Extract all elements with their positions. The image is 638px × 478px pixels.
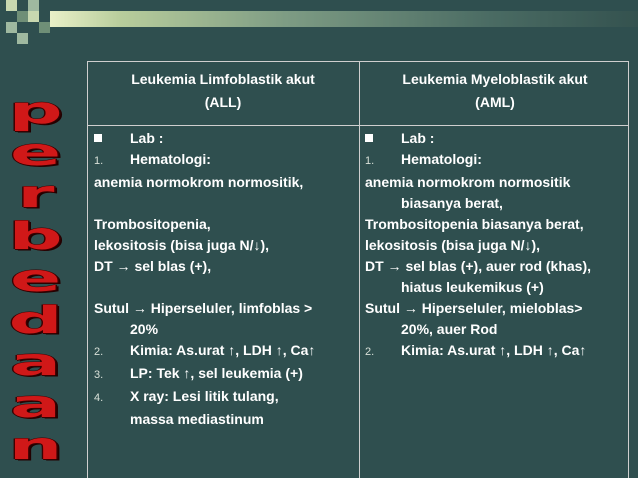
text-line: Trombositopenia, [94, 216, 211, 232]
text-line: Sutul → Hiperseluler, mieloblas> [365, 300, 583, 316]
list-number: 4. [94, 392, 104, 404]
cell-aml [365, 128, 627, 363]
list-text: Kimia: As.urat ↑, LDH ↑, Ca↑ [130, 342, 316, 358]
text-line: biasanya berat, [401, 195, 503, 211]
side-title-letter: a [10, 341, 62, 385]
square-bullet-icon [365, 128, 401, 149]
lab-label: Lab : [401, 130, 435, 146]
side-title-letter: n [9, 425, 63, 469]
header-aml-title: Leukemia Myeloblastik akut [402, 71, 588, 87]
header-all-abbr: (ALL) [204, 94, 242, 110]
list-number: 2. [94, 346, 104, 358]
decor-tile [17, 11, 28, 22]
decor-tile [6, 22, 17, 33]
decor-tile [28, 11, 39, 22]
list-text: Hematologi: [130, 151, 211, 167]
text-line: 20%, auer Rod [401, 321, 498, 337]
list-item [94, 386, 356, 409]
list-item [94, 149, 356, 172]
cell-all [94, 128, 356, 430]
header-aml-abbr: (AML) [475, 94, 515, 110]
header-gradient-bar [50, 11, 638, 27]
square-bullet-icon [94, 128, 130, 149]
text-line: Sutul → Hiperseluler, limfoblas > [94, 300, 313, 316]
list-item [94, 363, 356, 386]
text-line: DT → sel blas (+), [94, 258, 212, 274]
text-line: 20% [130, 321, 159, 337]
list-text: LP: Tek ↑, sel leukemia (+) [130, 365, 303, 381]
text-line: lekositosis (bisa juga N/↓), [365, 237, 541, 253]
side-title-letter: a [10, 383, 62, 427]
side-title-letter: p [8, 89, 63, 133]
decor-tile [28, 0, 39, 11]
list-item [365, 340, 627, 363]
header-all [88, 68, 358, 114]
lab-item [365, 128, 627, 149]
text-line: DT → sel blas (+), auer rod (khas), [365, 258, 592, 274]
text-line: Trombositopenia biasanya berat, [365, 216, 584, 232]
lab-item [94, 128, 356, 149]
list-number: 3. [94, 369, 104, 381]
list-text: Kimia: As.urat ↑, LDH ↑, Ca↑ [401, 342, 587, 358]
header-aml [360, 68, 630, 114]
side-title [0, 89, 72, 469]
side-title-letter: e [10, 257, 62, 301]
list-number: 2. [365, 346, 375, 358]
decor-tile [17, 33, 28, 44]
list-text: X ray: Lesi litik tulang, [130, 388, 279, 404]
decor-tile [39, 22, 50, 33]
header-all-title: Leukemia Limfoblastik akut [131, 71, 315, 87]
list-number: 1. [94, 155, 104, 167]
list-item [365, 149, 627, 172]
side-title-letter: r [17, 173, 55, 217]
text-line: massa mediastinum [130, 411, 264, 427]
side-title-letter: b [8, 215, 63, 259]
row-divider [88, 125, 628, 126]
text-line: anemia normokrom normositik, [94, 174, 304, 190]
text-line: lekositosis (bisa juga N/↓), [94, 237, 270, 253]
side-title-letter: e [10, 131, 62, 175]
comparison-table [87, 61, 629, 478]
decor-tile [6, 0, 17, 11]
side-title-letter: d [8, 299, 63, 343]
text-line: hiatus leukemikus (+) [401, 279, 544, 295]
text-line: anemia normokrom normositik [365, 174, 571, 190]
lab-label: Lab : [130, 130, 164, 146]
list-text: Hematologi: [401, 151, 482, 167]
list-item [94, 340, 356, 363]
list-number: 1. [365, 155, 375, 167]
